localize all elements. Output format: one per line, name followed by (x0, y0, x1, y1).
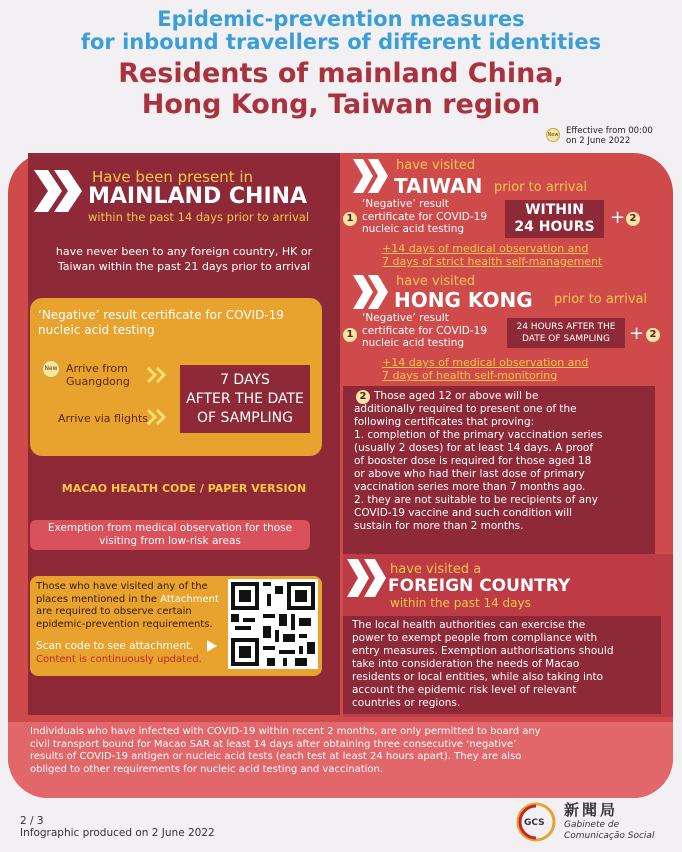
hk-obs-line1: +14 days of medical observation and (382, 356, 589, 369)
exemption-box (30, 520, 310, 550)
guangdong-line1: Arrive from (66, 362, 128, 375)
health-code-label: MACAO HEALTH CODE / PAPER VERSION (61, 482, 307, 495)
tw-hours-line2: 24 HOURS (514, 219, 595, 235)
logo-text (564, 820, 654, 841)
foreign-line: power to exempt people from compliance with (352, 632, 598, 644)
hongkong-chevron-icon (352, 274, 392, 314)
mainland-intro: Have been present in (92, 168, 254, 186)
foreign-title: FOREIGN COUNTRY (388, 576, 571, 596)
exemption-line2: visiting from low-risk areas (99, 535, 241, 547)
hongkong-cert (362, 312, 487, 350)
vac-line: sustain for more than 2 months. (354, 520, 524, 532)
footer-info (20, 815, 215, 839)
chevron-right-icon (146, 366, 168, 388)
tw-obs-line2: 7 days of strict health self-management (382, 255, 603, 268)
produced-date: Infographic produced on 2 June 2022 (20, 827, 215, 839)
tw-cert-line2: certificate for COVID-19 (362, 210, 488, 223)
attachment-text (36, 581, 226, 631)
page-title (0, 8, 682, 54)
vac-line: of booster dose is required for those aged 18 (354, 455, 592, 467)
number-2-icon: 2 (646, 328, 660, 342)
vac-line: vaccination series more than 7 months ago. (354, 481, 586, 493)
taiwan-visited: have visited (396, 158, 476, 173)
effective-line2: on 2 June 2022 (566, 136, 631, 146)
logo-chinese: 新聞局 (564, 801, 619, 819)
new-badge-icon: New (546, 128, 560, 142)
attachment-line2a: places mentioned in the (36, 593, 161, 605)
foreign-line: countries or regions. (352, 697, 461, 709)
arrive-flights: Arrive via flights (58, 412, 148, 425)
vac-line: Those aged 12 or above will be (374, 390, 539, 402)
guangdong-line2: Guangdong (66, 375, 130, 388)
taiwan-chevron-icon (352, 158, 392, 198)
days-line2: AFTER THE DATE (186, 391, 304, 407)
vac-line: additionally required to present one of the (354, 403, 577, 415)
taiwan-hours-box (505, 200, 604, 238)
foreign-chevron-icon (346, 558, 390, 602)
hk-hours-line1: 24 HOURS AFTER THE (516, 322, 616, 332)
gcs-logo-mark: GCS (524, 818, 545, 828)
attachment-link[interactable]: Attachment (160, 593, 219, 605)
mainland-cert-text (38, 308, 284, 338)
arrow-right-icon (207, 640, 217, 652)
tw-obs-line1: +14 days of medical observation and (382, 242, 589, 255)
vac-line: 1. completion of the primary vaccination series (354, 429, 603, 441)
taiwan-prior: prior to arrival (494, 180, 588, 195)
cert-line1: ‘Negative’ result certificate for COVID-19 (38, 308, 284, 322)
mainland-title: MAINLAND CHINA (88, 184, 308, 209)
taiwan-observation (382, 242, 602, 268)
number-1-icon: 1 (343, 212, 357, 226)
tw-cert-line1: ‘Negative’ result (362, 198, 449, 210)
attachment-line1: Those who have visited any of the (36, 581, 208, 592)
hongkong-prior: prior to arrival (554, 292, 648, 307)
note-line: Individuals who have infected with COVID-19 within recent 2 months, are only permitted to board any (30, 726, 541, 737)
vaccination-text (354, 390, 654, 533)
note-line: obliged to other requirements for nucleic acid testing and vaccination. (30, 763, 384, 775)
exemption-line1: Exemption from medical observation for those (47, 522, 293, 534)
scan-instruction: Scan code to see attachment. (36, 640, 194, 652)
days-line3: OF SAMPLING (196, 410, 294, 426)
tw-cert-line3: nucleic acid testing (362, 223, 465, 235)
qr-code[interactable] (228, 579, 318, 669)
foreign-line: residents or local entities, while also taking into (352, 671, 604, 683)
hk-cert-line1: ‘Negative’ result (362, 312, 449, 324)
vac-line: or above who had their last dose of primary (354, 468, 585, 480)
cert-line2: nucleic acid testing (38, 323, 155, 337)
taiwan-title: TAIWAN (394, 174, 483, 198)
effective-line1: Effective from 00:00 (566, 126, 653, 136)
effective-date (566, 126, 681, 146)
subtitle-line1: Residents of mainland China, (118, 58, 564, 89)
hongkong-visited: have visited (396, 274, 476, 289)
foreign-period: within the past 14 days (390, 596, 531, 610)
attachment-line4: epidemic-prevention requirements. (36, 618, 213, 630)
tw-hours-line1: WITHIN (525, 202, 584, 218)
number-2-icon: 2 (356, 390, 370, 404)
hongkong-observation (382, 356, 588, 382)
logo-line2: Comunicação Social (564, 830, 655, 841)
hk-cert-line2: certificate for COVID-19 (362, 324, 488, 337)
hongkong-title: HONG KONG (394, 288, 533, 312)
vac-line: COVID-19 vaccine and such condition will (354, 507, 573, 519)
condition-line1: have never been to any foreign country, HK or (55, 245, 313, 258)
taiwan-cert (362, 198, 487, 236)
foreign-text (352, 619, 658, 710)
attachment-line3: are required to observe certain (36, 606, 192, 617)
mainland-days-box (180, 365, 310, 433)
number-2-icon: 2 (626, 212, 640, 226)
plus-icon: + (610, 207, 626, 228)
mainland-condition (28, 244, 340, 274)
days-line1: 7 DAYS (220, 372, 270, 388)
mainland-period: within the past 14 days prior to arrival (88, 210, 310, 224)
page-number: 2 / 3 (20, 815, 44, 827)
content-updated: Content is continuously updated. (36, 654, 202, 665)
title-line1: Epidemic-prevention measures (157, 7, 525, 31)
chevron-right-icon (146, 408, 168, 430)
vac-line: (usually 2 doses) for at least 14 days. A proof (354, 442, 594, 454)
hk-obs-line2: 7 days of health self-monitoring (382, 369, 558, 382)
title-line2: for inbound travellers of different identities (80, 30, 602, 54)
vac-line: following certificates that proving: (354, 416, 535, 428)
hk-hours-line2: DATE OF SAMPLING (521, 334, 610, 344)
condition-line2: Taiwan within the past 21 days prior to arrival (57, 260, 311, 273)
plus-icon: + (629, 323, 645, 344)
subtitle-line2: Hong Kong, Taiwan region (141, 89, 541, 120)
note-line: results of COVID-19 antigen or nucleic acid tests (each test at least 24 hours apart). They are also (30, 751, 522, 762)
hk-cert-line3: nucleic acid testing (362, 337, 465, 349)
hongkong-hours-box (507, 318, 625, 348)
mainland-chevron-icon (32, 168, 92, 208)
page-subtitle (0, 58, 682, 120)
number-1-icon: 1 (343, 328, 357, 342)
logo-line1: Gabinete de (564, 820, 620, 830)
new-badge-icon: New (42, 360, 60, 378)
note-line: civil transport bound for Macao SAR at least 14 days after obtaining three consecutive ‘negative’ (30, 738, 517, 750)
bottom-note (30, 726, 660, 776)
vac-line: 2. they are not suitable to be recipients of any (354, 494, 598, 506)
foreign-line: take into consideration the needs of Macao (352, 658, 580, 670)
foreign-line: The local health authorities can exercise the (352, 619, 586, 631)
foreign-line: entry measures. Exemption authorisations should (352, 645, 614, 657)
foreign-visited: have visited a (390, 562, 482, 577)
foreign-line: account the epidemic risk level of relevant (352, 684, 577, 696)
arrive-guangdong (66, 362, 130, 388)
